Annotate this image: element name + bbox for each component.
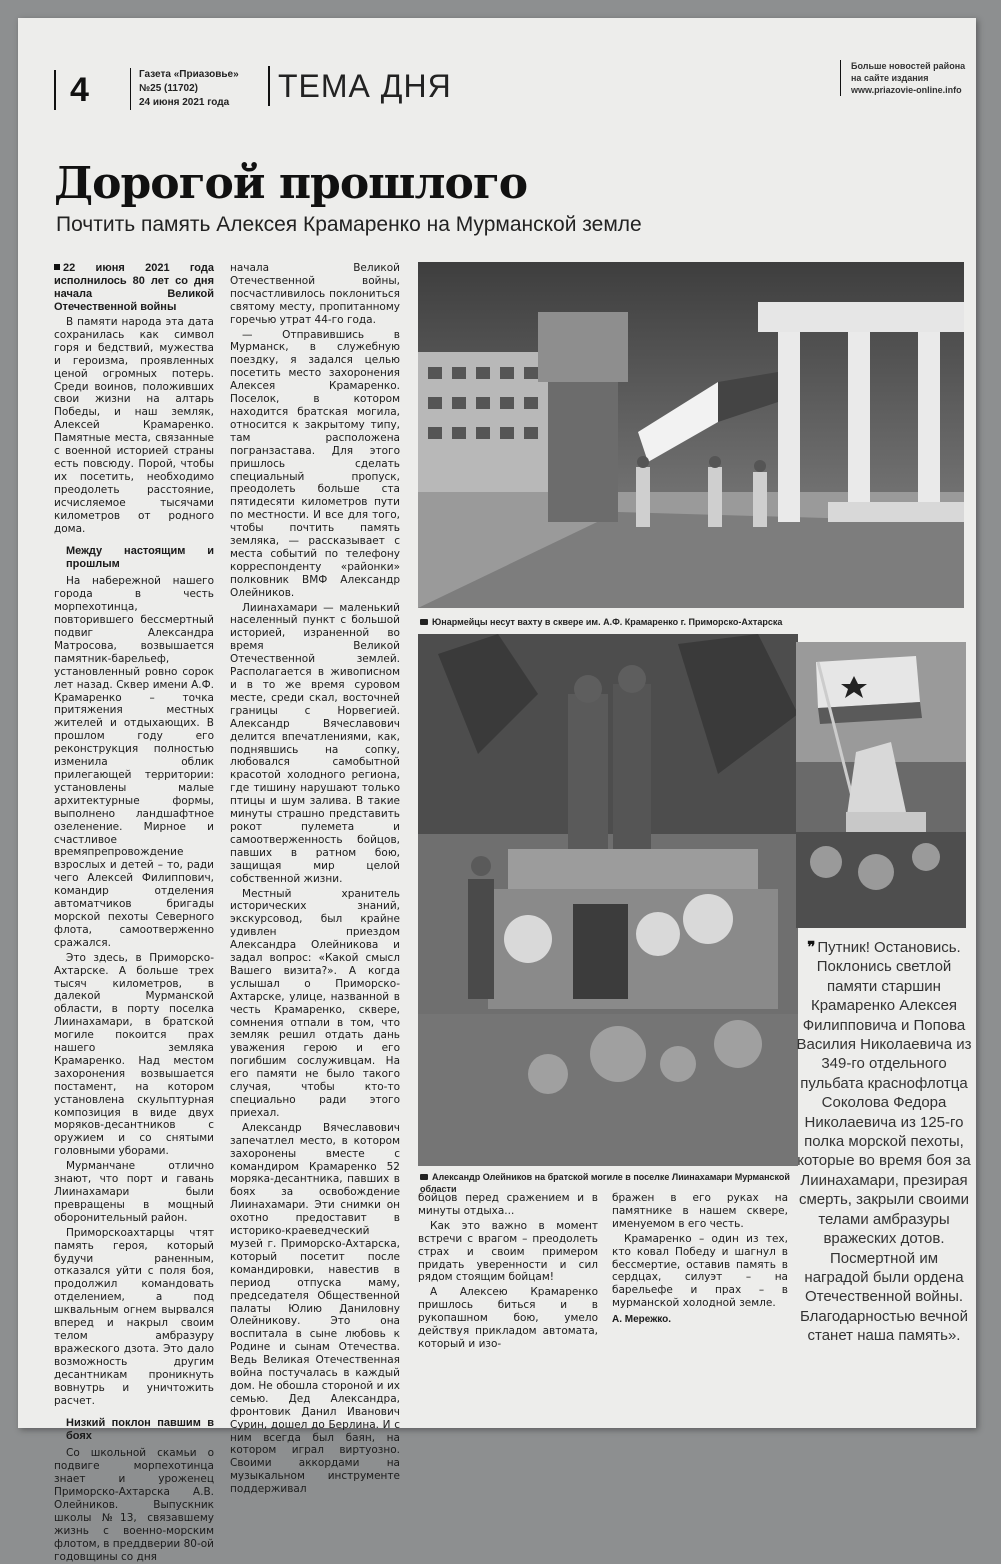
article-title: Дорогой прошлого <box>54 158 528 209</box>
paragraph: Мурманчане отлично знают, что порт и гавань Лиинахамари были превращены в мощный оборонительный район. <box>54 1160 214 1224</box>
newspaper-page <box>18 18 976 1563</box>
article-lead <box>54 262 214 314</box>
camera-icon <box>420 619 428 625</box>
top-photo-caption <box>420 616 960 628</box>
article-subtitle: Почтить память Алексея Крамаренко на Мурманской земле <box>56 213 642 236</box>
paragraph: Это здесь, в Приморско-Ахтарске. А больше трех тысяч километров, в далекой Мурманской области, в порту поселка Лиинахамари, в братской могиле покоится прах нашего земляка Крамаренко. Над местом захоронения возвышается постамент, на котором установлена скульптурная композиция в виде двух моряков-десантников с оружием и со снятыми головными уборами. <box>54 951 214 1158</box>
paragraph: На набережной нашего города в честь морпехотинца, повторившего бессмертный подвиг Александра Матросова, возвышается памятник-барельеф, установленный ровно сорок лет назад. Сквер имени А.Ф. Крамаренко – точка притяжения местных жителей и отдыхающих. В прошлом году его реконструкция полностью изменила облик прилегающей территории: установлены малые архитектурные формы, выполнено ландшафтное озеленение. Мирное и счастливое времяпрепровождение взрослых и детей – то, ради чего Алексей Филиппович, командир отделения автоматчиков бригады морской пехоты Северного флота, самоотверженно сражался. <box>54 575 214 949</box>
mass-grave-image <box>418 634 798 1166</box>
caption-text: Юнармейцы несут вахту в сквере им. А.Ф. Крамаренко г. Приморско-Ахтарска <box>432 617 783 627</box>
paragraph: начала Великой Отечественной войны, посчастливилось поклониться святому месту, пропитанному горечью утрат 44-го года. <box>230 262 400 326</box>
more-news-line1: Больше новостей района <box>851 61 966 71</box>
paragraph: бражен в его руках на памятнике в нашем сквере, именуемом в его честь. <box>612 1192 788 1230</box>
text-column-1 <box>54 262 214 1563</box>
paragraph: бойцов перед сражением и в минуты отдыха... <box>418 1192 598 1217</box>
photo-mass-grave <box>418 634 798 1166</box>
bullet-icon <box>54 264 60 270</box>
paragraph: В памяти народа эта дата сохранилась как символ горя и бедствий, мужества и героизма, проявленных ценой огромных потерь. Среди воинов, положивших свои жизни на алтарь Победы, и наш земляк, Алексей Крамаренко. Памятные места, связанные с военной историей страны есть повсюду. Порой, чтобы их посетить, необходимо преодолеть расстояние, исчисляемое тысячами километров от родного дома. <box>54 316 214 535</box>
paragraph: Крамаренко – один из тех, кто ковал Победу и шагнул в бессмертие, оставив память в сердцах, силуэт – на барельефе и прах – в мурманской холодной земле. <box>612 1232 788 1310</box>
paragraph: А Алексею Крамаренко пришлось биться и в рукопашном бою, умело действуя прикладом автомата, который и изо- <box>418 1286 598 1350</box>
subsection-title: Низкий поклон павшим в боях <box>66 1417 214 1443</box>
paragraph: Лиинахамари — маленький населенный пункт с большой историей, израненной во время Великой Отечественной землей. Располагается в живописном и в то же время суровом месте, среди скал, восточней границы с Норвегией. Александр Вячеславович делится впечатлениями, как, поднявшись на сопку, любовался самобытной красотой холодного региона, где тишину нарушают только птицы и шум залива. В такие минуты страшно представить рокот пулемета и самоотверженность бойцов, павших в ратном бою, защищая мир целой собственной жизни. <box>230 601 400 885</box>
more-news-line2: на сайте издания <box>851 73 929 83</box>
more-news-box <box>840 60 965 96</box>
subsection-title: Между настоящим и прошлым <box>66 545 214 571</box>
photo-memorial-square <box>418 262 964 608</box>
paper-name: Газета «Приазовье» <box>139 69 239 80</box>
flag-monument-image <box>796 642 966 928</box>
article-author: А. Мережко. <box>612 1314 672 1326</box>
pull-quote <box>796 938 972 1346</box>
paragraph: Местный хранитель исторических знаний, экскурсовод, был крайне удивлен приездом Александра Олейникова и задал вопрос: «Какой смысл Вашего визита?». А когда услышал о Приморско-Ахтарске, улице, названной в честь Крамаренко, сквере, сомнения отпали в том, что земляк решил отдать дань уважения герою и его погибшим сослуживцам. На его памяти не было такого случая, чтобы кто-то специально ради этого приехал. <box>230 887 400 1119</box>
issue-date: 24 июня 2021 года <box>139 97 230 108</box>
page-header <box>54 60 974 140</box>
text-column-2 <box>230 262 400 1496</box>
quote-mark-icon: ❞ <box>807 939 816 956</box>
text-column-4 <box>612 1192 788 1402</box>
pull-quote-text: Путник! Остановись. Поклонись светлой памяти старшин Крамаренко Алексея Филипповича и Попова Василия Николаевича из 349-го отдельного пульбата краснофлотца Соколова Федора Николаевича из 125-го полка морской пехоты, которые во время боя за Лиинахамари, презирая смерть, закрыли своими телами амбразуры вражеских дотов. Посмертной им наградой были ордена Отечественной войны. Благодарностью вечной станет наша память». <box>796 939 972 1345</box>
memorial-square-image <box>418 262 964 608</box>
caption-text: Александр Олейников на братской могиле в поселке Лиинахамари Мурманской области <box>420 1172 790 1194</box>
paragraph: Приморскоахтарцы чтят память героя, который будучи раненным, отказался уйти с поля боя, продолжил командовать отделением, а под шквальным огнем вырвался вперед и накрыл своим телом амбразуру вражеского дзота. Это дало возможность другим десантникам проникнуть вовнутрь и уничтожить расчет. <box>54 1226 214 1407</box>
paragraph: Как это важно в момент встречи с врагом – преодолеть страх и своим примером придать уверенности и сил рядом стоящим бойцам! <box>418 1219 598 1284</box>
issue-info <box>130 68 239 110</box>
paragraph: Александр Вячеславович запечатлел место, в котором захоронены вместе с командиром Крамаренко 52 моряка-десантника, павших в боях за освобождение Лиинахамари. Эти снимки он охотно предоставит в историко-краеведческий музей г. Приморско-Ахтарска, который посетит после командировки, навестив в период отпуска маму, председателя Общественной палаты Юлию Даниловну Олейникову. Это она воспитала в сыне любовь к Родине и сынам Отечества. Ведь Великая Отечественная война постучалась в каждый дом. Не обошла стороной и их семью. Дед Александра, фронтовик Данил Иванович Сурин, дошел до Берлина. И с ним всегда был баян, на котором играл виртуозно. Своими аккордами на музыкальном инструменте поддерживал <box>230 1121 400 1496</box>
photo-flag-monument <box>796 642 966 928</box>
issue-number: №25 (11702) <box>139 83 198 94</box>
camera-icon <box>420 1174 428 1180</box>
page-number: 4 <box>54 70 89 110</box>
paragraph: Со школьной скамьи о подвиге морпехотинца знает и уроженец Приморско-Ахтарска А.В. Олейников. Выпускник школы №13, связавшему жизнь с военно-морским флотом, в преддверии 80-ой годовщины со дня <box>54 1447 214 1563</box>
text-column-3 <box>418 1192 598 1402</box>
lead-text: 22 июня 2021 года исполнилось 80 лет со дня начала Великой Отечественной войны <box>54 262 214 313</box>
section-title: ТЕМА ДНЯ <box>268 66 452 106</box>
paragraph: — Отправившись в Мурманск, в служебную поездку, я задался целью посетить место захоронения Алексея Крамаренко. Поселок, в котором находится братская могила, относится к закрытому типу, там расположена погранзастава. Для этого пришлось сделать специальный пропуск, преодолеть больше ста пятидесяти километров пути по местности. И все для того, чтобы почтить память земляка, — рассказывает с места событий по телефону корреспонденту «районки» полковник ВМФ Александр Олейников. <box>230 328 400 599</box>
site-link[interactable]: www.priazovie-online.info <box>851 85 962 95</box>
